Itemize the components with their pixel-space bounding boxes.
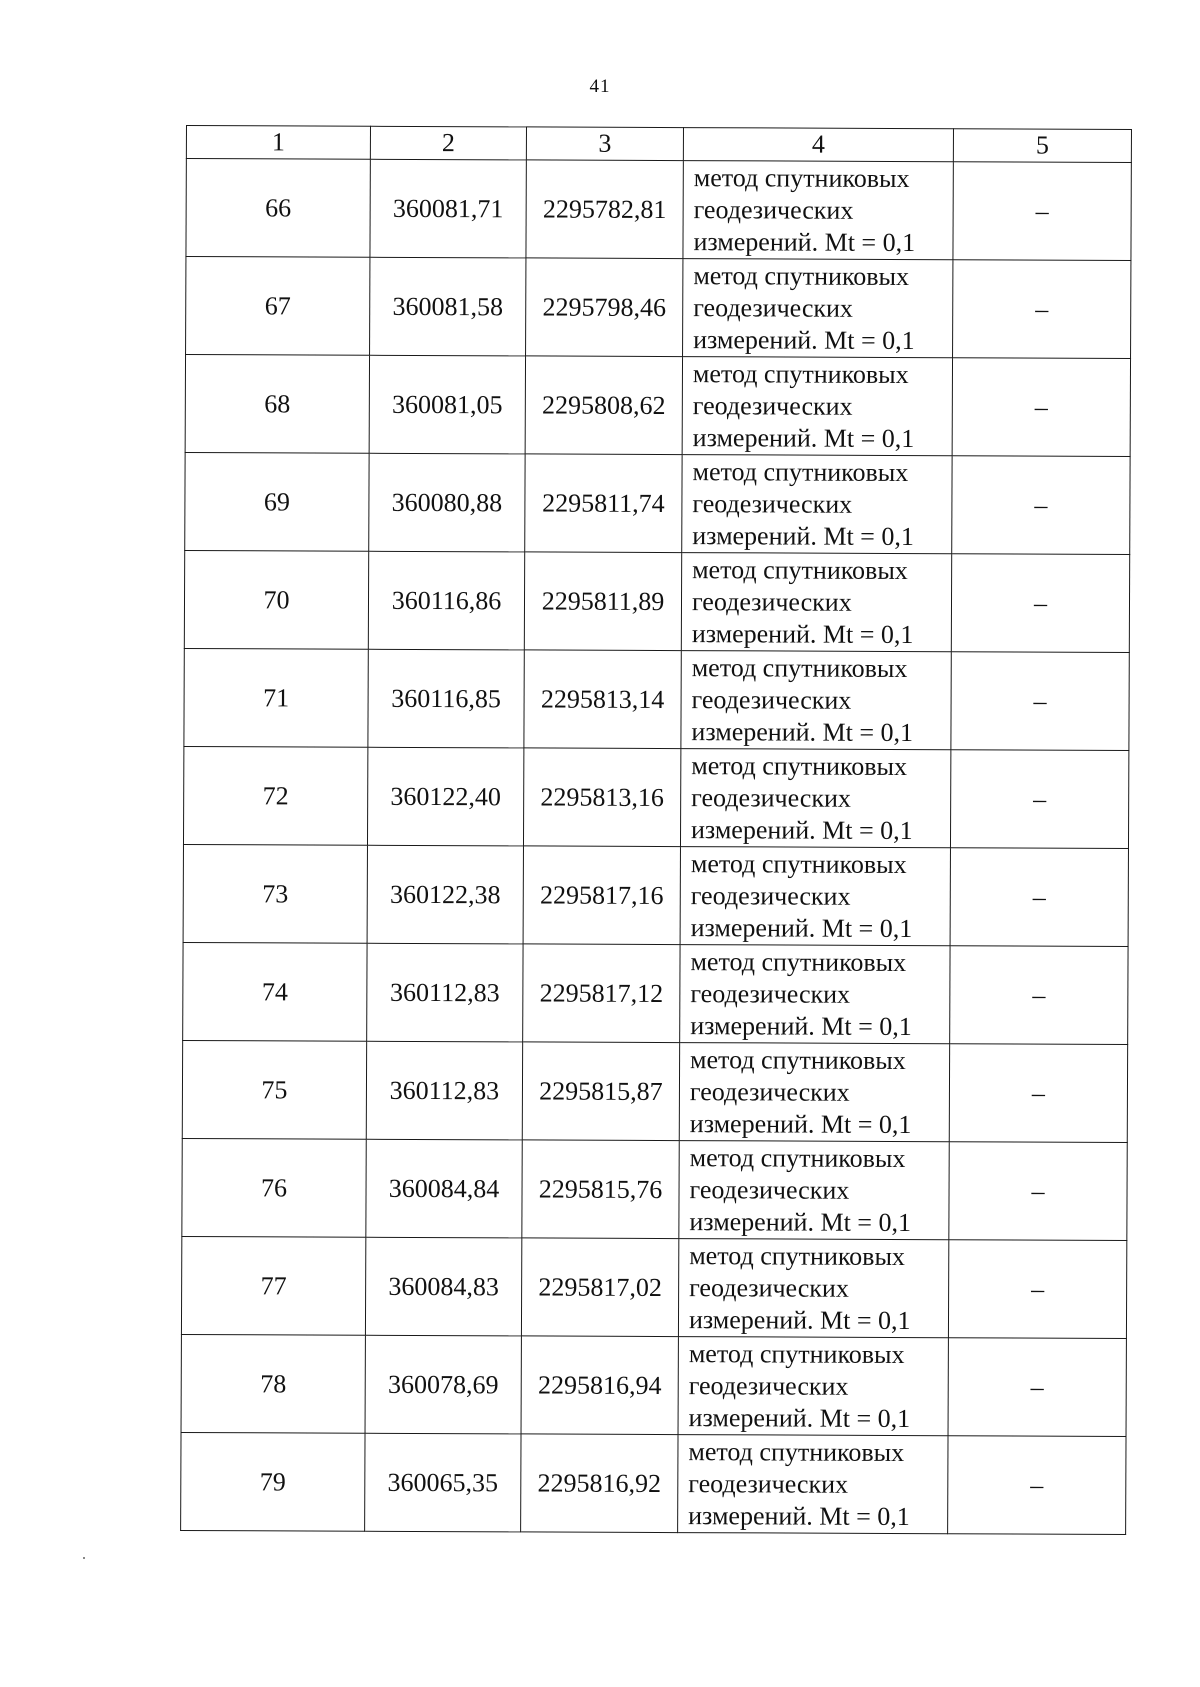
y-coordinate-cell: 2295813,14 bbox=[524, 650, 681, 749]
table-row bbox=[183, 844, 1128, 946]
table-row bbox=[185, 355, 1130, 457]
table-header-row bbox=[186, 126, 1131, 163]
y-coordinate-cell: 2295782,81 bbox=[526, 160, 683, 259]
method-line: измерений. Mt = 0,1 bbox=[691, 716, 914, 747]
method-cell bbox=[682, 357, 952, 456]
method-line: геодезических bbox=[690, 978, 851, 1009]
note-cell: – bbox=[951, 652, 1129, 751]
method-line: геодезических bbox=[689, 1076, 850, 1107]
method-line: геодезических bbox=[691, 684, 852, 715]
note-cell: – bbox=[953, 162, 1131, 261]
note-cell: – bbox=[948, 1338, 1126, 1437]
y-coordinate-cell: 2295815,87 bbox=[522, 1042, 679, 1141]
x-coordinate-cell: 360112,83 bbox=[366, 1041, 522, 1140]
y-coordinate-cell: 2295811,89 bbox=[524, 552, 681, 651]
method-line: измерений. Mt = 0,1 bbox=[693, 324, 915, 355]
note-cell: – bbox=[950, 946, 1128, 1045]
method-line: геодезических bbox=[691, 782, 851, 813]
point-number-cell: 73 bbox=[183, 844, 367, 943]
point-number-cell: 68 bbox=[185, 355, 369, 454]
note-cell: – bbox=[953, 260, 1131, 359]
point-number-cell: 77 bbox=[181, 1236, 365, 1335]
point-number-cell: 79 bbox=[181, 1432, 365, 1531]
method-line: измерений. Mt = 0,1 bbox=[690, 1010, 912, 1041]
y-coordinate-cell: 2295811,74 bbox=[525, 454, 682, 553]
scan-speck bbox=[83, 1557, 85, 1559]
table-row bbox=[182, 1040, 1127, 1142]
x-coordinate-cell: 360084,83 bbox=[365, 1237, 521, 1336]
method-line: метод спутниковых bbox=[688, 1436, 905, 1467]
table-row bbox=[184, 550, 1129, 652]
method-line: геодезических bbox=[688, 1370, 849, 1401]
method-line: геодезических bbox=[691, 586, 852, 617]
x-coordinate-cell: 360122,38 bbox=[367, 845, 523, 944]
method-line: измерений. Mt = 0,1 bbox=[692, 422, 915, 453]
x-coordinate-cell: 360112,83 bbox=[367, 943, 523, 1042]
column-header-2: 2 bbox=[370, 126, 526, 160]
x-coordinate-cell: 360081,71 bbox=[370, 159, 526, 258]
y-coordinate-cell: 2295816,92 bbox=[521, 1434, 678, 1533]
x-coordinate-cell: 360065,35 bbox=[365, 1433, 521, 1532]
x-coordinate-cell: 360078,69 bbox=[365, 1335, 521, 1434]
method-line: метод спутниковых bbox=[690, 848, 907, 879]
method-line: геодезических bbox=[693, 292, 854, 323]
method-cell bbox=[683, 161, 953, 260]
method-line: метод спутниковых bbox=[691, 750, 908, 781]
method-cell bbox=[678, 1435, 948, 1534]
column-header-5: 5 bbox=[953, 129, 1131, 163]
table-body bbox=[181, 159, 1132, 1535]
method-cell bbox=[683, 259, 953, 358]
point-number-cell: 70 bbox=[184, 550, 368, 649]
point-number-cell: 69 bbox=[185, 452, 369, 551]
note-cell: – bbox=[952, 358, 1130, 457]
method-line: измерений. Mt = 0,1 bbox=[688, 1402, 911, 1433]
method-line: измерений. Mt = 0,1 bbox=[688, 1500, 910, 1531]
point-number-cell: 76 bbox=[182, 1138, 366, 1237]
note-cell: – bbox=[948, 1240, 1126, 1339]
method-line: геодезических bbox=[690, 880, 851, 911]
method-line: геодезических bbox=[692, 488, 853, 519]
table-row bbox=[183, 746, 1128, 848]
y-coordinate-cell: 2295815,76 bbox=[522, 1140, 679, 1239]
note-cell: – bbox=[950, 848, 1128, 947]
point-number-cell: 74 bbox=[183, 942, 367, 1041]
method-cell bbox=[681, 553, 951, 652]
y-coordinate-cell: 2295816,94 bbox=[521, 1336, 678, 1435]
x-coordinate-cell: 360116,85 bbox=[368, 649, 524, 748]
method-line: геодезических bbox=[693, 194, 854, 225]
method-line: измерений. Mt = 0,1 bbox=[689, 1108, 912, 1139]
method-line: измерений. Mt = 0,1 bbox=[692, 520, 914, 551]
coordinates-table bbox=[180, 125, 1132, 1535]
method-line: метод спутниковых bbox=[692, 456, 909, 487]
point-number-cell: 66 bbox=[186, 159, 370, 258]
method-cell bbox=[680, 749, 950, 848]
table-row bbox=[182, 1138, 1127, 1240]
method-line: метод спутниковых bbox=[693, 260, 910, 291]
method-cell bbox=[680, 945, 950, 1044]
method-cell bbox=[682, 455, 952, 554]
x-coordinate-cell: 360122,40 bbox=[367, 747, 523, 846]
method-cell bbox=[679, 1043, 949, 1142]
method-line: метод спутниковых bbox=[689, 1240, 906, 1271]
method-line: измерений. Mt = 0,1 bbox=[690, 814, 913, 845]
method-line: метод спутниковых bbox=[693, 162, 910, 193]
method-line: геодезических bbox=[692, 390, 853, 421]
point-number-cell: 72 bbox=[183, 746, 367, 845]
method-cell bbox=[679, 1141, 949, 1240]
method-line: геодезических bbox=[688, 1468, 849, 1499]
method-cell bbox=[678, 1239, 948, 1338]
table-row bbox=[185, 452, 1130, 554]
y-coordinate-cell: 2295817,16 bbox=[523, 846, 680, 945]
table-row bbox=[181, 1334, 1126, 1436]
y-coordinate-cell: 2295817,12 bbox=[523, 944, 680, 1043]
method-line: измерений. Mt = 0,1 bbox=[691, 618, 914, 649]
y-coordinate-cell: 2295817,02 bbox=[521, 1238, 678, 1337]
table-row bbox=[186, 257, 1131, 359]
note-cell: – bbox=[948, 1436, 1126, 1535]
method-line: измерений. Mt = 0,1 bbox=[688, 1304, 911, 1335]
page-number: 41 bbox=[589, 76, 611, 97]
table-row bbox=[184, 648, 1129, 750]
x-coordinate-cell: 360084,84 bbox=[366, 1139, 522, 1238]
method-cell bbox=[681, 651, 951, 750]
method-line: измерений. Mt = 0,1 bbox=[689, 1206, 912, 1237]
column-header-3: 3 bbox=[526, 127, 683, 161]
method-line: метод спутниковых bbox=[689, 1142, 906, 1173]
method-line: метод спутниковых bbox=[691, 652, 908, 683]
note-cell: – bbox=[949, 1044, 1127, 1143]
method-line: метод спутниковых bbox=[692, 554, 908, 585]
method-line: метод спутниковых bbox=[690, 1044, 906, 1075]
note-cell: – bbox=[952, 456, 1130, 555]
point-number-cell: 75 bbox=[182, 1040, 366, 1139]
method-line: геодезических bbox=[689, 1174, 850, 1205]
column-header-4: 4 bbox=[683, 128, 953, 162]
x-coordinate-cell: 360080,88 bbox=[369, 453, 525, 552]
x-coordinate-cell: 360081,05 bbox=[369, 355, 525, 454]
table-row bbox=[183, 942, 1128, 1044]
method-cell bbox=[680, 847, 950, 946]
y-coordinate-cell: 2295808,62 bbox=[525, 356, 682, 455]
column-header-1: 1 bbox=[186, 126, 370, 160]
method-line: метод спутниковых bbox=[692, 358, 909, 389]
point-number-cell: 67 bbox=[186, 257, 370, 356]
table-row bbox=[186, 159, 1131, 261]
y-coordinate-cell: 2295798,46 bbox=[526, 258, 683, 357]
method-line: метод спутниковых bbox=[690, 946, 907, 977]
table-row bbox=[181, 1432, 1126, 1534]
method-line: метод спутниковых bbox=[688, 1338, 905, 1369]
point-number-cell: 78 bbox=[181, 1334, 365, 1433]
x-coordinate-cell: 360116,86 bbox=[368, 551, 524, 650]
note-cell: – bbox=[950, 750, 1128, 849]
y-coordinate-cell: 2295813,16 bbox=[523, 748, 680, 847]
point-number-cell: 71 bbox=[184, 648, 368, 747]
method-line: геодезических bbox=[689, 1272, 849, 1303]
x-coordinate-cell: 360081,58 bbox=[370, 257, 526, 356]
method-line: измерений. Mt = 0,1 bbox=[690, 912, 913, 943]
note-cell: – bbox=[951, 554, 1129, 653]
note-cell: – bbox=[949, 1142, 1127, 1241]
method-cell bbox=[678, 1337, 948, 1436]
method-line: измерений. Mt = 0,1 bbox=[693, 226, 916, 257]
table-row bbox=[181, 1236, 1126, 1338]
